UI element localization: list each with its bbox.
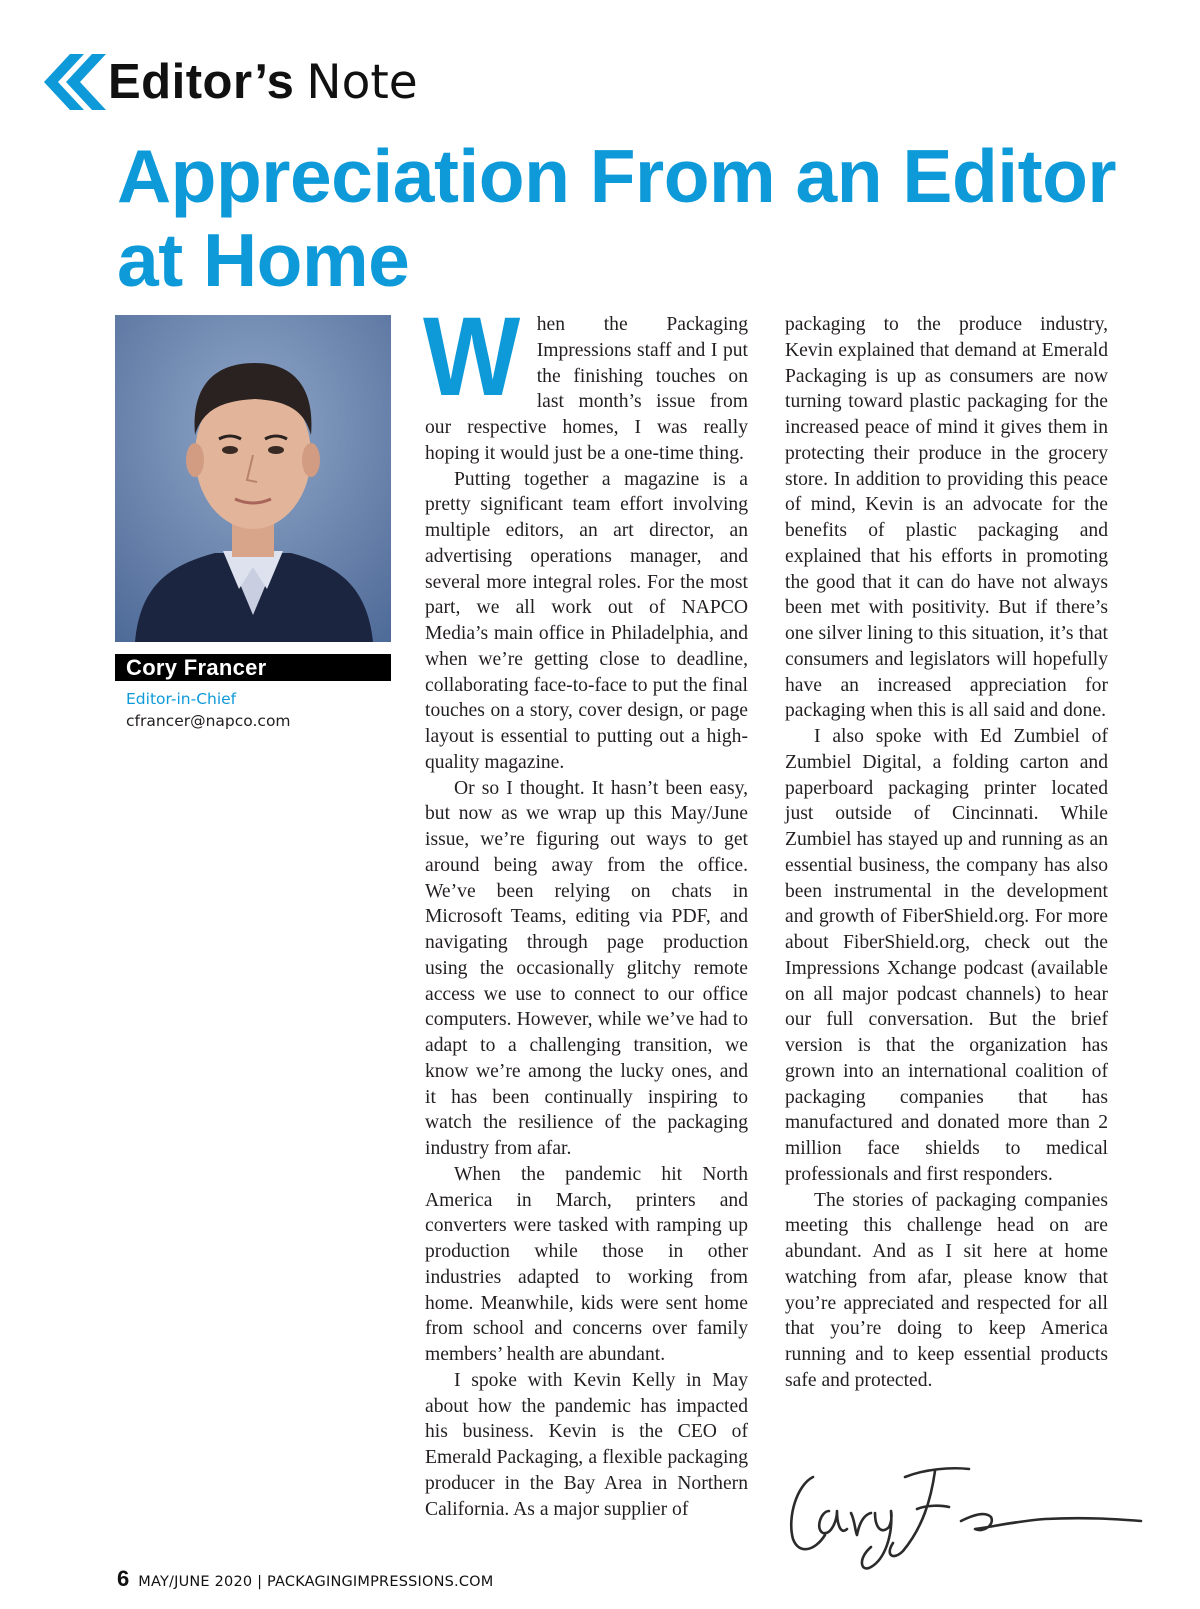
double-chevron-left-icon	[44, 54, 106, 110]
byline-email: cfrancer@napco.com	[126, 712, 291, 730]
headline: Appreciation From an Editor at Home	[117, 134, 1117, 302]
article-column-1	[423, 294, 748, 1522]
paragraph: hen the Packaging Impressions staff and I put the finishing touches on last month’s issue from our respective homes, I was really hoping it would just be a one-time thing.	[425, 314, 748, 464]
paragraph: packaging to the produce industry, Kevin explained that demand at Emerald Packaging is up as consumers are now turning toward plastic packaging for the increased peace of mind it gives them in protecting their produce in the grocery store. In addition to providing this peace of mind, Kevin is an advocate for the benefits of plastic packaging and explained that his efforts in promoting the good that it can do have not always been met with positivity. But if there’s one silver lining to this situation, it’s that consumers and legislators will hopefully have an increased appreciation for packaging when this is all said and done.	[785, 314, 1108, 722]
drop-cap: W	[423, 294, 521, 419]
section-label-light: Note	[306, 54, 418, 110]
paragraph: I also spoke with Ed Zumbiel of Zumbiel Digital, a folding carton and paperboard packaging printer located just outside of Cincinnati. While Zumbiel has stayed up and running as an essential business, the company has also been instrumental in the development and growth of FiberShield.org. For more about FiberShield.org, check out the Impressions Xchange podcast (available on all major podcast channels) to hear our full conversation. But the brief version is that the organization has grown into an international coalition of packaging companies that has manufactured and donated more than 2 million face shields to medical professionals and first responders.	[785, 726, 1108, 1185]
section-header	[44, 52, 418, 112]
editor-photo	[115, 315, 391, 642]
article-column-2	[785, 312, 1108, 1394]
section-label-bold: Editor’s	[108, 55, 295, 109]
paragraph: When the pandemic hit North America in March, printers and converters were tasked with ramping up production while those in other industries adapted to working from home. Meanwhile, kids were sent home from school and concerns over family members’ health are abundant.	[425, 1163, 748, 1365]
paragraph: The stories of packaging companies meeting this challenge head on are abundant. And as I sit here at home watching from afar, please know that you’re appreciated and respected for all that you’re doing to keep America running and to keep essential products safe and protected.	[785, 1189, 1108, 1391]
signature	[785, 1455, 1145, 1570]
byline-role: Editor-in-Chief	[126, 690, 237, 708]
page-number: 6	[117, 1566, 130, 1591]
footer-text: MAY/JUNE 2020 | PACKAGINGIMPRESSIONS.COM	[138, 1574, 494, 1590]
byline-name: Cory Francer	[115, 654, 391, 681]
paragraph: Or so I thought. It hasn’t been easy, but now as we wrap up this May/June issue, we’re figuring out ways to get around being away from the office. We’ve been relying on chats in Microsoft Teams, editing via PDF, and navigating through page production using the occasionally glitchy remote access we use to connect to our office computers. However, while we’ve had to adapt to a challenging transition, we know we’re among the lucky ones, and it has been continually inspiring to watch the resilience of the packaging industry from afar.	[425, 777, 748, 1159]
paragraph: Putting together a magazine is a pretty significant team effort involving multiple editors, an art director, an advertising operations manager, and several more integral roles. For the most part, we all work out of NAPCO Media’s main office in Philadelphia, and when we’re getting close to deadline, collaborating face-to-face to put the final touches on a story, cover design, or page layout is essential to putting out a high-quality magazine.	[425, 468, 748, 773]
page-footer	[117, 1566, 494, 1592]
paragraph: I spoke with Kevin Kelly in May about how the pandemic has impacted his business. Kevin is the CEO of Emerald Packaging, a flexible packaging producer in the Bay Area in Northern California. As a major supplier of	[425, 1369, 748, 1520]
